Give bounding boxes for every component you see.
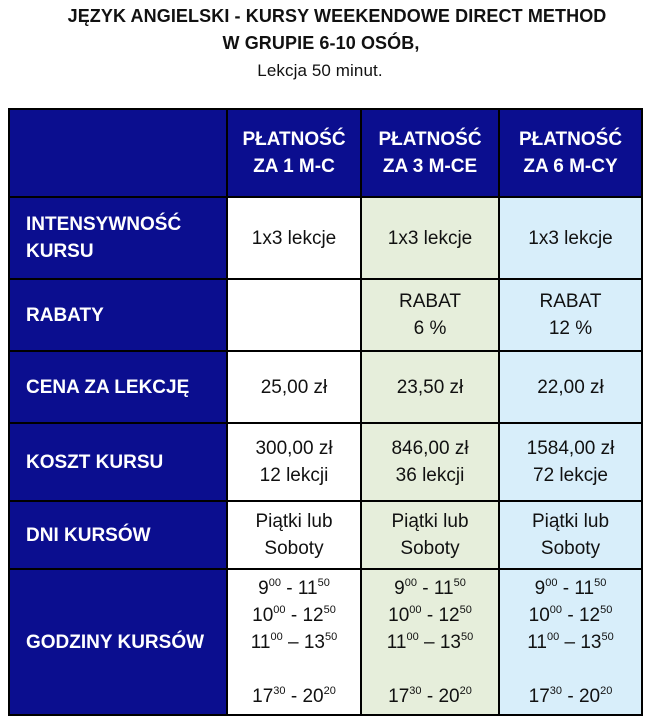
time-slot: $10^{00} - 12^{50}$: [252, 603, 336, 626]
header-row: [9, 109, 642, 197]
time-slot: $11^{00} - 13^{50}$: [527, 630, 614, 653]
row-label: KOSZT KURSU: [9, 423, 227, 501]
header-label: ZA 6 M-CY: [523, 156, 618, 177]
header-label: PŁATNOŚĆ: [378, 129, 482, 150]
row-label: CENA ZA LEKCJĘ: [9, 351, 227, 423]
header-label: PŁATNOŚĆ: [242, 129, 346, 150]
cell-line: 12 %: [548, 318, 593, 339]
cell-line: 6 %: [413, 318, 447, 339]
cell: [361, 279, 499, 351]
header-col-6m: [499, 109, 642, 197]
page-subtitle: W GRUPIE 6-10 OSÓB,: [222, 33, 420, 53]
hours-gap: [228, 656, 360, 683]
cell: [499, 279, 642, 351]
header-corner: [9, 109, 227, 197]
cell-line: 846,00 zł: [391, 438, 469, 459]
row-dni: [9, 501, 642, 569]
lesson-length-note: Lekcja 50 minut.: [257, 61, 383, 80]
time-slot: $17^{30} - 20^{20}$: [252, 684, 336, 707]
row-label-line: KURSU: [26, 241, 94, 262]
cell-line: RABAT: [539, 291, 602, 312]
cell: 22,00 zł: [499, 351, 642, 423]
time-slot: $9^{00} - 11^{50}$: [394, 576, 466, 599]
hours-cell: [227, 569, 361, 715]
cell-line: Piątki lub: [531, 511, 610, 532]
cell: [361, 423, 499, 501]
cell-line: Soboty: [264, 538, 324, 559]
header-col-3m: [361, 109, 499, 197]
row-label: DNI KURSÓW: [9, 501, 227, 569]
cell: [227, 501, 361, 569]
cell-line: Piątki lub: [391, 511, 469, 532]
cell-line: 72 lekcje: [533, 465, 608, 486]
header-label: PŁATNOŚĆ: [518, 129, 623, 150]
header-col-1m: [227, 109, 361, 197]
time-slot: $9^{00} - 11^{50}$: [534, 576, 607, 599]
cell-line: Soboty: [400, 538, 460, 559]
row-label: RABATY: [9, 279, 227, 351]
cell: 1x3 lekcje: [499, 197, 642, 279]
cell: [227, 279, 361, 351]
cell: 23,50 zł: [361, 351, 499, 423]
time-slot: $11^{00} - 13^{50}$: [250, 630, 338, 653]
page-title: JĘZYK ANGIELSKI - KURSY WEEKENDOWE DIRECT METHOD: [67, 6, 607, 26]
time-slot: $10^{00} - 12^{50}$: [528, 603, 613, 626]
row-godziny: [9, 569, 642, 715]
time-slot: $17^{30} - 20^{20}$: [528, 684, 613, 707]
cell-line: RABAT: [399, 291, 461, 312]
row-label: [9, 197, 227, 279]
time-slot: $17^{30} - 20^{20}$: [388, 684, 472, 707]
row-cena: [9, 351, 642, 423]
hours-gap: [362, 656, 498, 683]
row-rabaty: [9, 279, 642, 351]
hours-cell: [361, 569, 499, 715]
cell-line: 12 lekcji: [259, 465, 329, 486]
cell: 1x3 lekcje: [361, 197, 499, 279]
hours-cell: [499, 569, 642, 715]
cell: [499, 501, 642, 569]
row-label: GODZINY KURSÓW: [9, 569, 227, 715]
cell: [227, 423, 361, 501]
cell-line: 300,00 zł: [255, 438, 333, 459]
pricing-table: [8, 108, 643, 716]
header-label: ZA 3 M-CE: [382, 156, 478, 177]
hours-gap: [500, 656, 641, 683]
time-slot: $10^{00} - 12^{50}$: [388, 603, 472, 626]
cell: 1x3 lekcje: [227, 197, 361, 279]
time-slot: $11^{00} - 13^{50}$: [386, 630, 474, 653]
header-label: ZA 1 M-C: [253, 156, 335, 177]
cell: 25,00 zł: [227, 351, 361, 423]
cell-line: 1584,00 zł: [526, 438, 615, 459]
cell: [499, 423, 642, 501]
cell-line: 36 lekcji: [395, 465, 465, 486]
row-intensywnosc: [9, 197, 642, 279]
row-label-line: INTENSYWNOŚĆ: [26, 214, 182, 235]
cell: [361, 501, 499, 569]
cell-line: Soboty: [540, 538, 601, 559]
time-slot: $9^{00} - 11^{50}$: [258, 576, 330, 599]
row-koszt: [9, 423, 642, 501]
cell-line: Piątki lub: [255, 511, 333, 532]
